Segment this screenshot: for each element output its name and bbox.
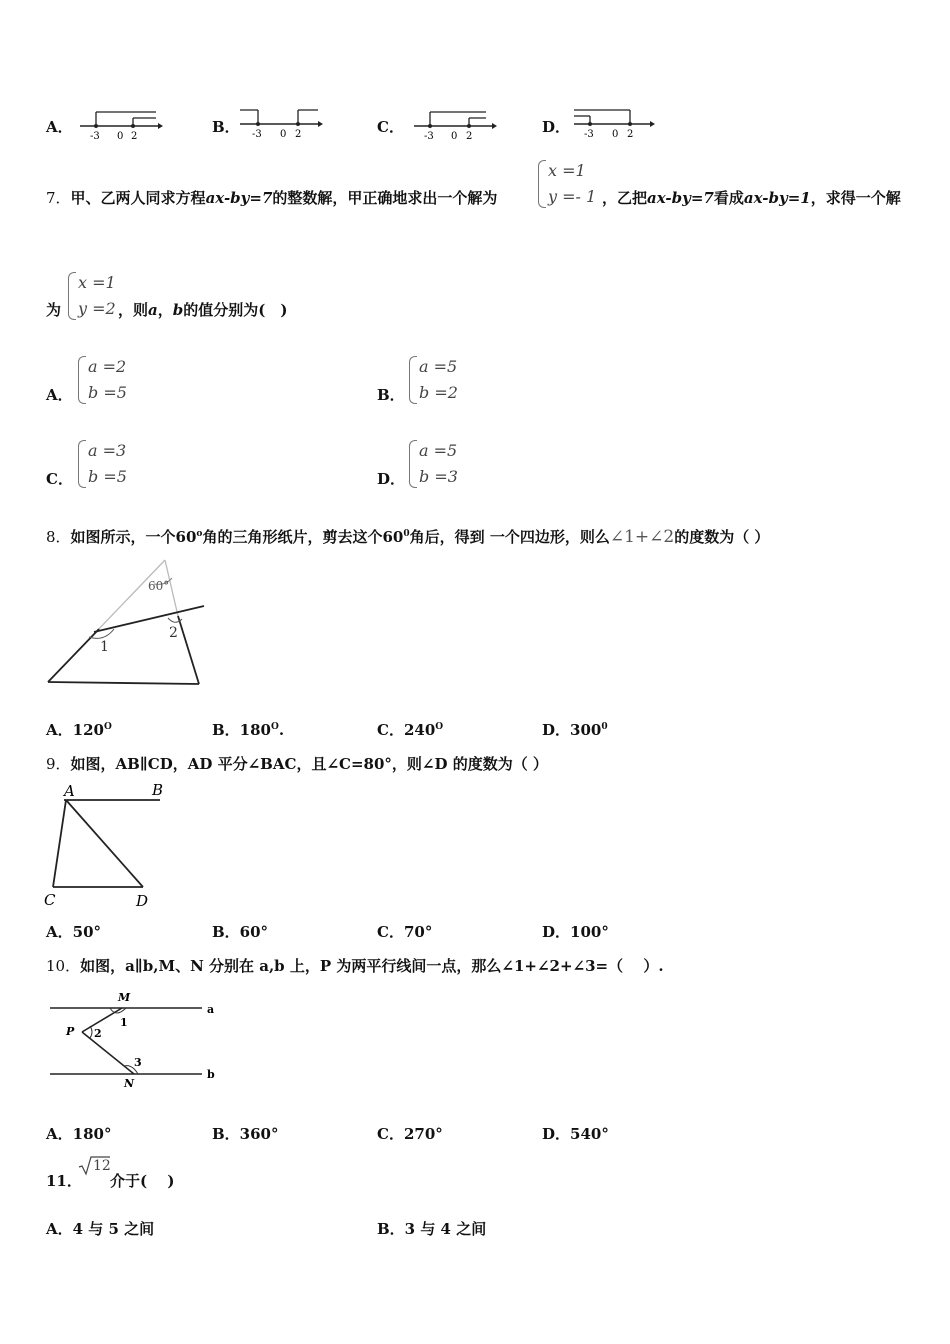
point-label-d: D [136, 892, 149, 910]
q9-option-b[interactable]: B．60° [212, 923, 269, 941]
angle-label-2: 2 [94, 1027, 102, 1040]
q7-option-b-label[interactable]: B． [377, 386, 405, 404]
q7-option-d-system[interactable] [409, 438, 458, 490]
q8-option-c[interactable] [377, 719, 443, 740]
angle-label-3: 3 [134, 1056, 142, 1069]
q7-line1-tail [602, 187, 901, 208]
q10-number: 10． [46, 957, 81, 975]
q7-line1 [46, 187, 497, 208]
q7-option-a-label[interactable]: A． [46, 386, 73, 404]
q7-option-a-system[interactable] [78, 354, 127, 406]
angle-label-1: 1 [100, 639, 109, 655]
q7-equation: ax-by=7 [205, 189, 273, 207]
q9-option-a[interactable]: A．50° [46, 923, 102, 941]
q9-stem [46, 753, 548, 774]
q7-line2-tail [118, 299, 287, 320]
q10-stem [46, 955, 664, 976]
q8-text: 角的三角形纸片，剪去这个60 [202, 528, 404, 546]
tick-label: 2 [131, 131, 138, 142]
equation-row: b =5 [88, 383, 127, 402]
tick-label: 2 [627, 129, 634, 140]
q8-text: 的度数为（ ） [674, 528, 770, 546]
var-a: a [148, 301, 158, 319]
q7-solution-yi [68, 270, 116, 322]
angle-label-1: 1 [120, 1016, 128, 1029]
tick-label: 0 [612, 129, 619, 140]
q7-option-b-system[interactable] [409, 354, 458, 406]
q10-option-a[interactable]: A．180° [46, 1125, 112, 1143]
degree-mark: O [103, 722, 112, 732]
tick-label: 0 [117, 131, 124, 142]
q6-option-c-numberline [412, 108, 498, 142]
q7-text: 的值分别为( ) [183, 301, 288, 319]
tick-label: -3 [584, 129, 594, 140]
q8-number: 8． [46, 528, 71, 546]
q7-equation: ax-by=7 [647, 189, 714, 207]
q11-text: 介于( ) [110, 1172, 175, 1190]
point-label-p: P [66, 1025, 75, 1038]
degree-mark: 0 [601, 722, 608, 732]
equation-row: y =- 1 [548, 187, 597, 206]
angle-label-2: 2 [169, 625, 178, 641]
q7-number: 7． [46, 189, 71, 207]
q9-text: 如图，AB∥CD，AD 平分∠BAC，且∠C=80°，则∠D 的度数为（ ） [70, 755, 548, 773]
q9-number: 9． [46, 755, 71, 773]
degree-mark: 0 [403, 529, 410, 539]
q11-option-b[interactable]: B．3 与 4 之间 [377, 1220, 487, 1238]
q10-option-c[interactable]: C．270° [377, 1125, 443, 1143]
var-b: b [172, 301, 184, 319]
line-label-b: b [207, 1068, 215, 1081]
tick-label: 2 [295, 129, 302, 140]
angle-expression: ∠1+∠2 [609, 527, 675, 547]
option-text: C．240 [377, 721, 436, 739]
q8-option-b[interactable] [212, 719, 284, 740]
tick-label: 0 [451, 131, 458, 142]
tick-label: -3 [252, 129, 262, 140]
tick-label: 0 [280, 129, 287, 140]
equation-row: x =1 [548, 161, 586, 180]
q8-option-a[interactable] [46, 719, 112, 740]
q9-option-c[interactable]: C．70° [377, 923, 433, 941]
degree-mark: O [271, 722, 279, 732]
q8-stem [46, 526, 769, 547]
point-label-b: B [152, 781, 164, 799]
q6-option-a-label[interactable]: A． [46, 118, 73, 136]
q11-option-a[interactable]: A．4 与 5 之间 [46, 1220, 155, 1238]
equation-row: a =2 [88, 357, 127, 376]
equation-row: a =3 [88, 441, 127, 460]
q7-text: 看成 [713, 189, 744, 207]
q9-figure [40, 780, 170, 910]
q7-text: ，求得一个解 [810, 189, 901, 207]
q11-number: 11． [46, 1172, 82, 1190]
tick-label: -3 [424, 131, 434, 142]
equation-row: a =5 [419, 357, 458, 376]
option-text: A．120 [46, 721, 104, 739]
q7-text: ，乙把 [602, 189, 648, 207]
q7-text: ， [157, 301, 173, 319]
q8-option-d[interactable] [542, 719, 608, 740]
point-label-n: N [124, 1077, 135, 1090]
equation-row: b =2 [419, 383, 458, 402]
q7-option-d-label[interactable]: D． [377, 470, 406, 488]
q10-option-b[interactable]: B．360° [212, 1125, 279, 1143]
tick-label: -3 [90, 131, 100, 142]
q6-option-b-numberline [238, 106, 324, 142]
q7-text: 甲、乙两人同求方程 [70, 189, 206, 207]
q10-option-d[interactable]: D．540° [542, 1125, 609, 1143]
q8-triangle-figure [44, 556, 209, 690]
point-label-a: A [64, 782, 75, 800]
q10-figure [44, 986, 224, 1094]
q6-option-a-numberline [78, 108, 163, 142]
q6-option-c-label[interactable]: C． [377, 118, 404, 136]
tick-label: 2 [466, 131, 473, 142]
q7-equation: ax-by=1 [743, 189, 811, 207]
angle-label-60: 60° [148, 579, 170, 593]
option-text: D．300 [542, 721, 602, 739]
equation-row: y =2 [78, 299, 116, 318]
q6-option-d-label[interactable]: D． [542, 118, 571, 136]
q7-text: 的整数解，甲正确地求出一个解为 [272, 189, 498, 207]
q6-option-b-label[interactable]: B． [212, 118, 240, 136]
q7-option-c-label[interactable]: C． [46, 470, 73, 488]
equation-row: a =5 [419, 441, 458, 460]
q7-text: ，则 [118, 301, 149, 319]
equation-row: b =3 [419, 467, 458, 486]
q9-option-d[interactable]: D．100° [542, 923, 609, 941]
q7-option-c-system[interactable] [78, 438, 127, 490]
radicand: 12 [93, 1158, 111, 1174]
q7-solution-jia [538, 158, 596, 210]
equation-row: x =1 [78, 273, 116, 292]
q8-text: 如图所示，一个60 [70, 528, 197, 546]
q6-option-d-numberline [572, 106, 658, 142]
sqrt-expression [78, 1155, 110, 1177]
option-text: . [278, 721, 285, 739]
option-text: B．180 [212, 721, 271, 739]
equation-row: b =5 [88, 467, 127, 486]
degree-mark: O [435, 722, 444, 732]
point-label-c: C [44, 891, 56, 909]
q7-text: 为 [46, 301, 62, 319]
point-label-m: M [118, 991, 131, 1004]
line-label-a: a [207, 1003, 215, 1016]
degree-mark: o [196, 529, 203, 539]
q8-text: 角后，得到 一个四边形，则么 [409, 528, 610, 546]
q10-text: 如图，a∥b,M、N 分别在 a,b 上，P 为两平行线间一点，那么∠1+∠2+∠3=（ ）. [80, 957, 664, 975]
